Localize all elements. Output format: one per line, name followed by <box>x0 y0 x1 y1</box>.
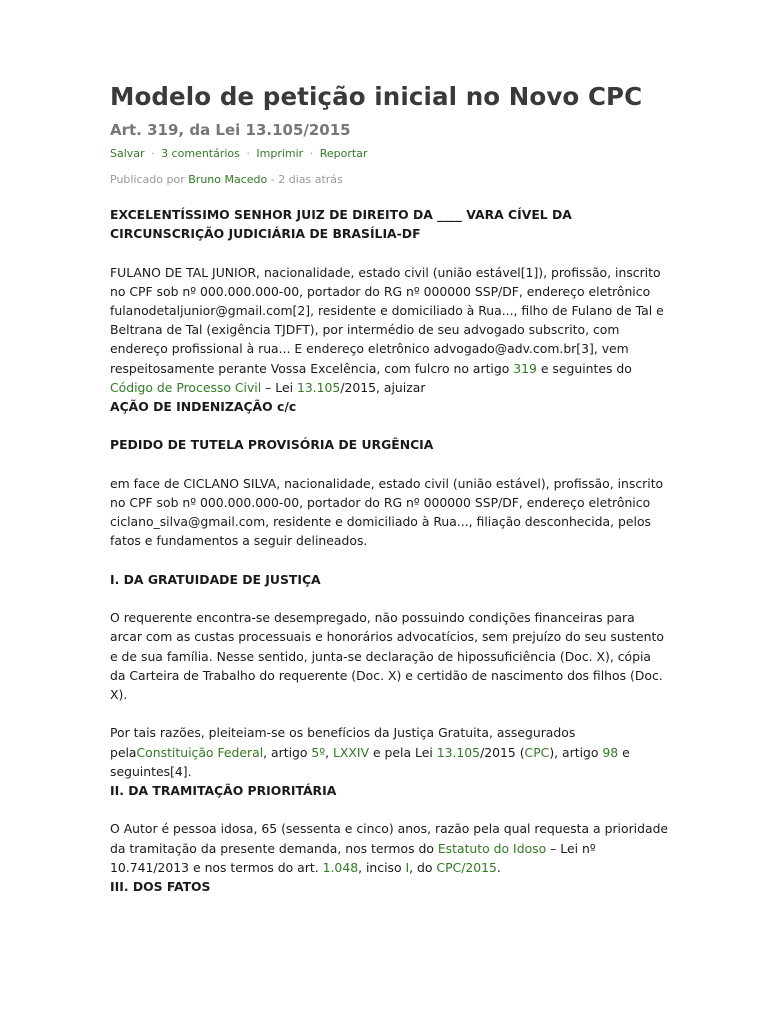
author-link[interactable]: Bruno Macedo <box>188 173 268 186</box>
constitution-link[interactable]: Constituição Federal <box>136 744 264 760</box>
court-heading: EXCELENTÍSSIMO SENHOR JUIZ DE DIREITO DA ____ VARA CÍVEL DA CIRCUNSCRIÇÃO JUDICIÁRIA DE BRASÍLIA-DF <box>110 207 572 242</box>
article-5-link[interactable]: 5º <box>311 744 326 760</box>
paragraph-priority <box>110 819 670 877</box>
inciso-i-link[interactable]: I <box>405 859 410 875</box>
paragraph-gratuity: O requerente encontra-se desempregado, não possuindo condições financeiras para arcar com as custas processuais e honorários advocatícios, sem prejuízo do seu sustento e de sua família. Nesse sentido, junta-se declaração de hipossuficiência (Doc. X), cópia da Carteira de Trabalho do requerente (Doc. X) e certidão de nascimento dos filhos (Doc. X). <box>110 610 664 702</box>
cpc-link[interactable]: CPC <box>524 744 550 760</box>
paragraph-text: O Autor é pessoa idosa, 65 (sessenta e cinco) anos, razão pela qual requesta a prioridade da tramitação da presente demanda, nos termos do <box>110 821 669 856</box>
paragraph-text: , artigo <box>263 744 312 760</box>
paragraph-text: . <box>496 859 501 875</box>
article-subtitle: Art. 319, da Lei 13.105/2015 <box>110 121 351 139</box>
print-link[interactable]: Imprimir <box>256 147 304 160</box>
article-actions <box>110 147 367 160</box>
separator: · <box>309 147 314 160</box>
paragraph-text: /2015 ( <box>480 744 525 760</box>
separator: · <box>246 147 250 160</box>
paragraph-text: , <box>325 744 334 760</box>
cpc-code-link[interactable]: Código de Processo Civil <box>110 379 262 395</box>
paragraph-text: ), artigo <box>549 744 603 760</box>
paragraph-text: – Lei nº 10.741/2013 e nos termos do art. <box>110 840 596 875</box>
paragraph-text: e seguintes do <box>536 360 632 376</box>
paragraph-text: FULANO DE TAL JUNIOR, nacionalidade, estado civil (união estável[1]), profissão, inscrito no CPF sob nº 000.000.000-00, portador do RG nº 000000 SSP/DF, endereço eletrônico fulanodetaljunior@gmail.com[2], residente e domiciliado à Rua..., filho de Fulano de Tal e Beltrana de Tal (exigência TJDFT), por intermédio de seu advogado subscrito, com endereço profissional à rua... E endereço eletrônico advogado@adv.com.br[3], vem respeitosamente perante Vossa Excelência, com fulcro no artigo <box>110 264 664 376</box>
action-heading: AÇÃO DE INDENIZAÇÃO c/c <box>110 399 297 415</box>
paragraph-benefits <box>110 723 670 781</box>
injunction-heading: PEDIDO DE TUTELA PROVISÓRIA DE URGÊNCIA <box>110 437 434 453</box>
paragraph-text: , inciso <box>358 859 406 875</box>
report-link[interactable]: Reportar <box>319 147 368 160</box>
elderly-statute-link[interactable]: Estatuto do Idoso <box>437 840 547 856</box>
section-heading-i: I. DA GRATUIDADE DE JUSTIÇA <box>110 571 321 587</box>
paragraph-text: , do <box>409 859 437 875</box>
article-319-link[interactable]: 319 <box>513 360 537 376</box>
law-13105-link[interactable]: 13.105 <box>436 744 481 760</box>
paragraph-defendant: em face de CICLANO SILVA, nacionalidade, estado civil (união estável), profissão, inscrito no CPF sob nº 000.000.000-00, portador do RG nº 000000 SSP/DF, endereço eletrônico ciclano_silva@gmail.com, residente e domiciliado à Rua..., filiação desconhecida, pelos fatos e fundamentos a seguir delineados. <box>110 475 664 549</box>
section-heading-iii: III. DOS FATOS <box>110 879 211 894</box>
section-heading-ii: II. DA TRAMITAÇÃO PRIORITÁRIA <box>110 783 337 798</box>
paragraph-text: e pela Lei <box>369 744 437 760</box>
save-link[interactable]: Salvar <box>110 147 145 160</box>
byline-time: - 2 dias atrás <box>270 173 343 186</box>
paragraph-plaintiff <box>110 263 670 397</box>
paragraph-text: – Lei <box>261 379 297 395</box>
separator: · <box>151 147 155 160</box>
law-13105-link[interactable]: 13.105 <box>296 379 341 395</box>
article-1048-link[interactable]: 1.048 <box>322 859 359 875</box>
article-title: Modelo de petição inicial no Novo CPC <box>110 82 643 111</box>
lxxiv-link[interactable]: LXXIV <box>333 744 370 760</box>
paragraph-text: e seguintes[4]. <box>110 744 630 779</box>
paragraph-text: /2015, ajuizar <box>340 379 426 395</box>
comments-link[interactable]: 3 comentários <box>161 147 240 160</box>
article-body <box>110 205 670 915</box>
article-98-link[interactable]: 98 <box>602 744 619 760</box>
byline-prefix: Publicado por <box>110 173 185 186</box>
cpc-2015-link[interactable]: CPC/2015 <box>436 859 497 875</box>
byline <box>110 173 343 186</box>
paragraph-text: Por tais razões, pleiteiam-se os benefícios da Justiça Gratuita, assegurados pela <box>110 725 576 760</box>
